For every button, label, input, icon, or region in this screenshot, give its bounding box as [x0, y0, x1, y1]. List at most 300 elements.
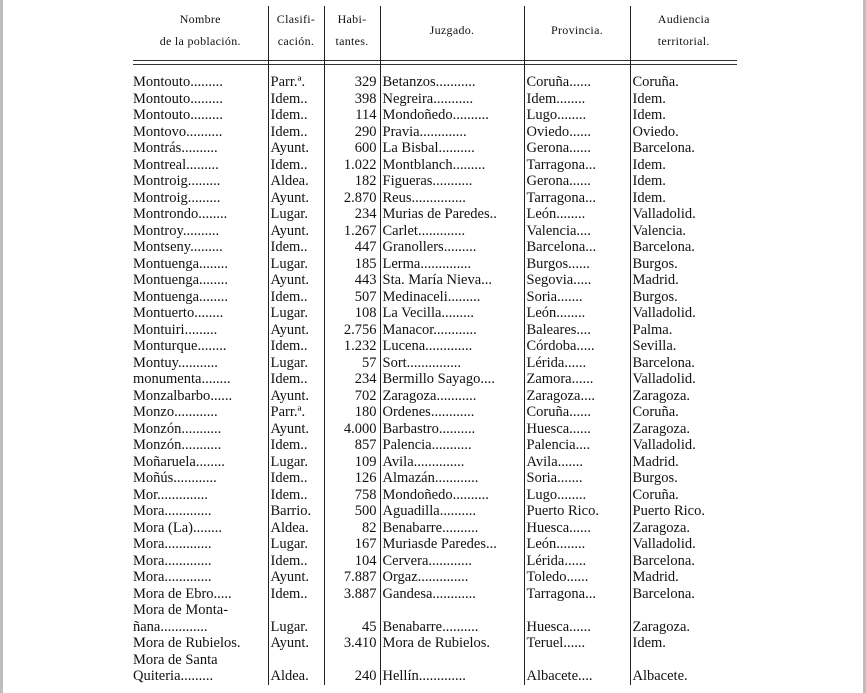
cell-provincia [524, 404, 630, 421]
cell-name [133, 338, 268, 355]
cell-name [133, 371, 268, 388]
name-text: Montuiri [133, 321, 185, 338]
table-row [133, 652, 737, 669]
cell-audiencia [630, 338, 737, 355]
cell-provincia [524, 305, 630, 322]
cell-provincia [524, 239, 630, 256]
clasificacion-text: Ayunt [270, 387, 306, 404]
habitantes-text: 182 [354, 173, 377, 189]
name-text: Montreal [133, 156, 187, 173]
dot-leader: ............. [164, 503, 212, 519]
cell-provincia [524, 289, 630, 306]
name-text: Montrondo [133, 206, 199, 222]
juzgado-text: Lucena [382, 338, 426, 354]
dot-leader: . [305, 222, 310, 239]
dot-leader: .. [300, 239, 308, 255]
juzgado-text: Reus [382, 189, 412, 206]
name-text: Montroy [133, 222, 183, 239]
table-row [133, 355, 737, 372]
cell-provincia [524, 173, 630, 190]
dot-leader: ............ [433, 321, 477, 338]
dot-leader: ........... [181, 420, 222, 437]
cell-name [133, 91, 268, 108]
dot-leader: .......... [442, 519, 479, 536]
name-text: Monzón [133, 420, 182, 437]
cell-habitantes [324, 272, 380, 289]
juzgado-text: Mondoñedo [382, 486, 453, 503]
habitantes-text: 758 [354, 486, 377, 503]
cell-juzgado [380, 470, 524, 487]
cell-juzgado [380, 421, 524, 438]
cell-audiencia [630, 206, 737, 223]
cell-habitantes [324, 256, 380, 273]
dot-leader: ...... [563, 635, 586, 651]
dot-leader: .. [300, 371, 308, 387]
dot-leader: .......... [182, 222, 220, 239]
dot-leader: ...... [564, 552, 587, 569]
clasificacion-text: Parr.ª [270, 74, 302, 90]
cell-name [133, 124, 268, 141]
cell-juzgado [380, 272, 524, 289]
cell-name [133, 569, 268, 586]
cell-clasificacion [268, 256, 324, 273]
dot-leader: . [305, 272, 310, 288]
cell-clasificacion [268, 371, 324, 388]
cell-habitantes [324, 289, 380, 306]
cell-clasificacion [268, 586, 324, 603]
dot-leader: .... [576, 321, 591, 338]
dot-leader: . [305, 387, 310, 404]
habitantes-text: 114 [355, 107, 377, 123]
dot-leader: . [305, 519, 309, 536]
table-row [133, 487, 737, 504]
dot-leader: ...... [569, 140, 591, 156]
name-text: Mora [133, 569, 165, 585]
cell-provincia [524, 140, 630, 157]
cell-provincia [524, 355, 630, 372]
cell-habitantes [324, 338, 380, 355]
dot-leader: ...... [569, 519, 591, 536]
dot-leader: ...... [571, 371, 594, 387]
juzgado-text: Betanzos [382, 74, 436, 90]
clasificacion-text: Ayunt [270, 635, 306, 651]
dot-leader: ........ [198, 206, 228, 222]
cell-clasificacion [268, 487, 324, 504]
dot-leader: ....... [557, 288, 583, 305]
dot-leader: ... [585, 585, 596, 602]
name-text: Montroig [133, 189, 188, 206]
provincia-text: León [526, 305, 557, 321]
clasificacion-text: Aldea [270, 173, 306, 189]
cell-clasificacion [268, 206, 324, 223]
clasificacion-text: Idem [270, 486, 301, 503]
dot-leader: ......... [180, 668, 214, 684]
cell-juzgado [380, 322, 524, 339]
cell-name [133, 652, 268, 669]
cell-clasificacion [268, 338, 324, 355]
cell-clasificacion [268, 437, 324, 454]
audiencia-text: Idem. [632, 635, 666, 651]
cell-audiencia [630, 74, 737, 91]
dot-leader: .............. [420, 255, 472, 272]
cell-provincia [524, 437, 630, 454]
provincia-text: Huesca [526, 519, 570, 536]
audiencia-text: Barcelona. [632, 585, 695, 602]
dot-leader: ............... [411, 189, 466, 206]
header-nombre: Nombre de la población. [159, 12, 241, 48]
cell-juzgado [380, 305, 524, 322]
cell-audiencia [630, 272, 737, 289]
table-row [133, 190, 737, 207]
juzgado-text: Almazán [382, 470, 435, 486]
juzgado-text: Hellín [382, 668, 419, 684]
table-row [133, 206, 737, 223]
habitantes-text: 234 [354, 371, 377, 387]
name-text: Monzón [133, 437, 182, 453]
cell-name [133, 239, 268, 256]
cell-juzgado [380, 355, 524, 372]
audiencia-text: Palma. [632, 321, 673, 338]
cell-habitantes [324, 421, 380, 438]
cell-name [133, 355, 268, 372]
name-text: Monturque [133, 338, 198, 354]
cell-name [133, 206, 268, 223]
dot-leader: ... [585, 239, 597, 255]
population-table [133, 6, 737, 685]
provincia-text: Avila [526, 453, 558, 470]
cell-provincia [524, 107, 630, 124]
habitantes-text: 7.887 [343, 569, 377, 585]
dot-leader: ...... [569, 404, 591, 420]
audiencia-text: Valladolid. [632, 536, 696, 552]
cell-name [133, 74, 268, 91]
dot-leader: . [301, 404, 306, 420]
dot-leader: ........ [199, 272, 229, 288]
dot-leader: .. [300, 288, 308, 305]
habitantes-text: 1.232 [343, 338, 377, 354]
cell-juzgado [380, 487, 524, 504]
audiencia-text: Idem. [632, 189, 666, 206]
provincia-text: Lugo [526, 486, 558, 503]
cell-juzgado [380, 553, 524, 570]
cell-audiencia [630, 503, 737, 520]
dot-leader: .. [300, 338, 308, 354]
dot-leader: ......... [452, 156, 486, 173]
cell-provincia [524, 338, 630, 355]
dot-leader: ..... [573, 272, 592, 288]
audiencia-text: Valladolid. [632, 305, 696, 321]
cell-habitantes [324, 454, 380, 471]
dot-leader: . [304, 305, 308, 321]
table-row [133, 388, 737, 405]
cell-name [133, 635, 268, 652]
provincia-text: Tarragona [526, 189, 586, 206]
clasificacion-text: Idem [270, 107, 301, 123]
juzgado-text: Gandesa [382, 585, 433, 602]
dot-leader: ............. [164, 569, 212, 585]
dot-leader: ........... [433, 90, 474, 107]
name-text: Mora de Santa [133, 651, 218, 668]
dot-leader: ......... [190, 239, 223, 255]
dot-leader: .. [300, 486, 308, 503]
dot-leader: ........... [177, 354, 218, 371]
cell-name [133, 157, 268, 174]
dot-leader: ... [585, 189, 596, 206]
juzgado-text: Palencia [382, 437, 432, 453]
table-row [133, 157, 737, 174]
dot-leader: . [305, 321, 310, 338]
name-text: Montseny [133, 239, 191, 255]
dot-leader: .......... [452, 107, 489, 123]
juzgado-text: Bermillo Sayago [382, 371, 481, 387]
dot-leader: ....... [557, 453, 584, 470]
name-text: ñana [133, 618, 161, 635]
provincia-text: Lérida [526, 552, 565, 569]
table-row [133, 124, 737, 141]
dot-leader: .... [580, 387, 595, 404]
name-text: Mor [133, 486, 158, 503]
clasificacion-text: Idem [270, 437, 301, 453]
cell-audiencia [630, 586, 737, 603]
cell-name [133, 668, 268, 685]
cell-habitantes [324, 487, 380, 504]
cell-clasificacion [268, 635, 324, 652]
dot-leader: .. [300, 552, 308, 569]
dot-leader: ..... [576, 338, 595, 354]
dot-leader: ............ [434, 470, 479, 486]
header-habitantes: Habi- tantes. [324, 6, 380, 54]
cell-habitantes [324, 355, 380, 372]
cell-audiencia [630, 322, 737, 339]
juzgado-text: Lerma [382, 255, 421, 272]
dot-leader: ........ [556, 206, 586, 222]
cell-clasificacion [268, 74, 324, 91]
dot-leader: ........ [556, 90, 586, 107]
table-row [133, 470, 737, 487]
cell-audiencia [630, 388, 737, 405]
cell-provincia [524, 272, 630, 289]
cell-audiencia [630, 140, 737, 157]
cell-juzgado [380, 520, 524, 537]
clasificacion-text: Ayunt [270, 222, 306, 239]
dot-leader: .......... [439, 503, 476, 519]
dot-leader: .... [576, 222, 591, 239]
dot-leader: ......... [186, 156, 219, 173]
cell-clasificacion [268, 652, 324, 669]
dot-leader: . [305, 420, 310, 437]
cell-provincia [524, 454, 630, 471]
name-text: Quiteria [133, 668, 181, 684]
name-text: Montouto [133, 74, 191, 90]
cell-clasificacion [268, 388, 324, 405]
provincia-text: Córdoba [526, 338, 577, 354]
cell-provincia [524, 586, 630, 603]
audiencia-text: Idem. [632, 90, 666, 107]
provincia-text: Soria [526, 470, 558, 486]
cell-juzgado [380, 454, 524, 471]
cell-name [133, 421, 268, 438]
cell-clasificacion [268, 173, 324, 190]
audiencia-text: Sevilla. [632, 338, 677, 354]
clasificacion-text: Idem [270, 288, 301, 305]
clasificacion-text: Ayunt [270, 420, 306, 437]
provincia-text: Lugo [526, 107, 558, 123]
audiencia-text: Zaragoza. [632, 420, 691, 437]
cell-name [133, 503, 268, 520]
cell-name [133, 223, 268, 240]
habitantes-text: 600 [354, 140, 377, 156]
provincia-text: Gerona [526, 140, 570, 156]
cell-provincia [524, 520, 630, 537]
cell-clasificacion [268, 91, 324, 108]
cell-habitantes [324, 74, 380, 91]
header-provincia: Provincia. [524, 6, 630, 54]
juzgado-text: Sta. María Nieva [382, 272, 482, 288]
cell-audiencia [630, 91, 737, 108]
dot-leader: ............. [419, 123, 467, 140]
dot-leader: ......... [443, 239, 477, 255]
table-row [133, 256, 737, 273]
cell-audiencia [630, 305, 737, 322]
clasificacion-text: Lugar [270, 305, 305, 321]
cell-habitantes [324, 91, 380, 108]
audiencia-text: Oviedo. [632, 123, 679, 140]
dot-leader: ...... [210, 387, 233, 404]
cell-habitantes [324, 652, 380, 669]
dot-leader: .......... [186, 123, 223, 140]
dot-leader: .......... [438, 140, 475, 156]
provincia-text: Valencia [526, 222, 577, 239]
clasificacion-text: Idem [270, 239, 301, 255]
juzgado-text: Orgaz [382, 569, 418, 585]
audiencia-text: Zaragoza. [632, 519, 691, 536]
cell-name [133, 140, 268, 157]
juzgado-text: Granollers [382, 239, 444, 255]
habitantes-text: 126 [354, 470, 377, 486]
clasificacion-text: Lugar [270, 618, 305, 635]
audiencia-text: Barcelona. [632, 239, 695, 255]
cell-juzgado [380, 652, 524, 669]
dot-leader: ........ [199, 288, 229, 305]
table-row [133, 404, 737, 421]
cell-juzgado [380, 289, 524, 306]
table-row [133, 503, 737, 520]
dot-leader: ...... [569, 420, 591, 437]
cell-audiencia [630, 487, 737, 504]
header-audiencia: Audiencia territorial. [630, 6, 737, 54]
dot-leader: .............. [413, 453, 465, 470]
clasificacion-text: Lugar [270, 206, 305, 222]
cell-clasificacion [268, 272, 324, 289]
cell-name [133, 586, 268, 603]
cell-juzgado [380, 91, 524, 108]
dot-leader: ............. [164, 536, 212, 552]
dot-leader: .. [489, 206, 497, 222]
table-row [133, 454, 737, 471]
dot-leader: ........ [199, 255, 229, 272]
provincia-text: Zaragoza [526, 387, 581, 404]
cell-clasificacion [268, 157, 324, 174]
audiencia-text: Idem. [632, 173, 666, 189]
cell-clasificacion [268, 322, 324, 339]
table-row [133, 553, 737, 570]
clasificacion-text: Ayunt [270, 569, 306, 585]
dot-leader: ......... [187, 173, 221, 189]
dot-leader: ...... [569, 618, 591, 635]
dot-leader: ........ [556, 305, 586, 321]
cell-juzgado [380, 635, 524, 652]
dot-leader: . [304, 206, 308, 222]
cell-provincia [524, 536, 630, 553]
dot-leader: .. [300, 156, 308, 173]
juzgado-text: Zaragoza [382, 387, 437, 404]
cell-juzgado [380, 256, 524, 273]
dot-leader: ...... [569, 123, 591, 140]
dot-leader: ............. [418, 668, 466, 684]
audiencia-text: Valencia. [632, 222, 687, 239]
dot-leader: .......... [442, 618, 479, 635]
dot-leader: . [305, 140, 310, 156]
cell-name [133, 289, 268, 306]
cell-habitantes [324, 668, 380, 685]
cell-habitantes [324, 371, 380, 388]
dot-leader: .. [300, 470, 308, 486]
cell-clasificacion [268, 553, 324, 570]
juzgado-text: Sort [382, 354, 407, 371]
cell-clasificacion [268, 602, 324, 619]
provincia-text: Coruña [526, 404, 570, 420]
cell-audiencia [630, 520, 737, 537]
dot-leader: ...... [569, 173, 591, 189]
cell-provincia [524, 74, 630, 91]
clasificacion-text: Barrio [270, 503, 308, 519]
dot-leader: . [307, 503, 312, 519]
cell-audiencia [630, 635, 737, 652]
cell-provincia [524, 371, 630, 388]
cell-provincia [524, 322, 630, 339]
name-text: Montrás [133, 140, 182, 156]
name-text: Mora de Monta- [133, 602, 229, 618]
cell-habitantes [324, 553, 380, 570]
cell-audiencia [630, 602, 737, 619]
cell-habitantes [324, 322, 380, 339]
juzgado-text: Muriasde Paredes [382, 536, 486, 552]
cell-audiencia [630, 569, 737, 586]
clasificacion-text: Idem [270, 338, 301, 354]
dot-leader: .............. [157, 486, 208, 503]
header-row [133, 6, 737, 54]
dot-leader: . [304, 618, 308, 635]
dot-leader: ......... [190, 107, 223, 123]
name-text: Montuerto [133, 305, 195, 321]
habitantes-text: 702 [354, 387, 377, 404]
cell-habitantes [324, 223, 380, 240]
cell-clasificacion [268, 536, 324, 553]
juzgado-text: Carlet [382, 222, 418, 239]
cell-provincia [524, 256, 630, 273]
dot-leader: ........... [432, 173, 473, 189]
page-left-edge [0, 0, 3, 693]
cell-provincia [524, 668, 630, 685]
audiencia-text: Madrid. [632, 569, 679, 585]
cell-name [133, 388, 268, 405]
habitantes-text: 1.022 [343, 156, 377, 173]
audiencia-text: Valladolid. [632, 437, 696, 453]
dot-leader: . [305, 635, 310, 651]
audiencia-text: Puerto Rico. [632, 503, 705, 519]
cell-habitantes [324, 635, 380, 652]
provincia-text: Segovia [526, 272, 574, 288]
